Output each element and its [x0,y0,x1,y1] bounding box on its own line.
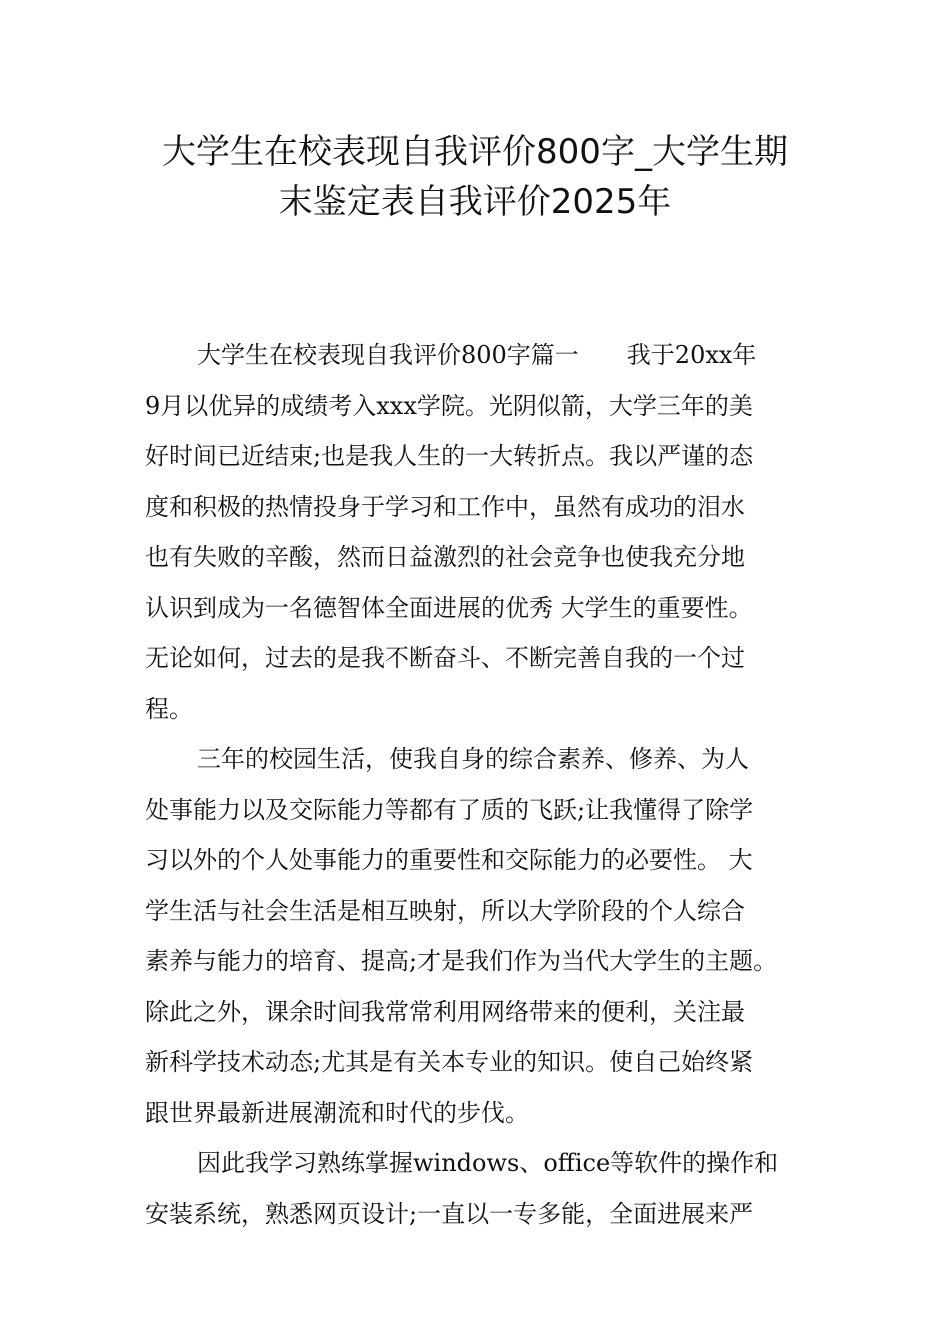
document-title [120,127,830,227]
paragraph-3 [145,1138,815,1239]
text-line: 跟世界最新进展潮流和时代的步伐。 [145,1098,529,1127]
text-line: 新科学技术动态;尤其是有关本专业的知识。使自己始终紧 [145,1048,754,1076]
text-line: 三年的校园生活，使我自身的综合素养、修养、为人 [197,745,749,773]
text-line: 处事能力以及交际能力等都有了质的飞跃;让我懂得了除学 [145,795,754,824]
text-line: 9月以优异的成绩考入xxx学院。光阴似箭，大学三年的美 [145,391,753,420]
text-line: 好时间已近结束;也是我人生的一大转折点。我以严谨的态 [145,442,754,470]
text-line: 无论如何，过去的是我不断奋斗、不断完善自我的一个过 [145,644,745,672]
document-body [145,330,815,1239]
paragraph-2 [145,734,815,1138]
title-line-2: 末鉴定表自我评价2025年 [278,182,672,222]
text-line: 认识到成为一名德智体全面进展的优秀 大学生的重要性。 [145,593,753,622]
text-line: 学生活与社会生活是相互映射，所以大学阶段的个人综合 [145,896,745,925]
text-line: 因此我学习熟练掌握windows、office等软件的操作和 [197,1149,779,1177]
text-line: 也有失败的辛酸，然而日益激烈的社会竞争也使我充分地 [145,543,745,571]
text-line: 度和积极的热情投身于学习和工作中，虽然有成功的泪水 [145,492,745,521]
text-line: 程。 [145,694,193,723]
title-line-1: 大学生在校表现自我评价800字_大学生期 [162,132,788,172]
text-line: 习以外的个人处事能力的重要性和交际能力的必要性。 大 [145,846,753,874]
text-line: 除此之外，课余时间我常常利用网络带来的便利，关注最 [145,997,745,1026]
text-line: 素养与能力的培育、提高;才是我们作为当代大学生的主题。 [145,947,778,975]
paragraph-1 [145,330,815,734]
text-line: 大学生在校表现自我评价800字篇一 我于20xx年 [197,341,757,369]
text-line: 安装系统，熟悉网页设计;一直以一专多能，全面进展来严 [145,1199,754,1228]
